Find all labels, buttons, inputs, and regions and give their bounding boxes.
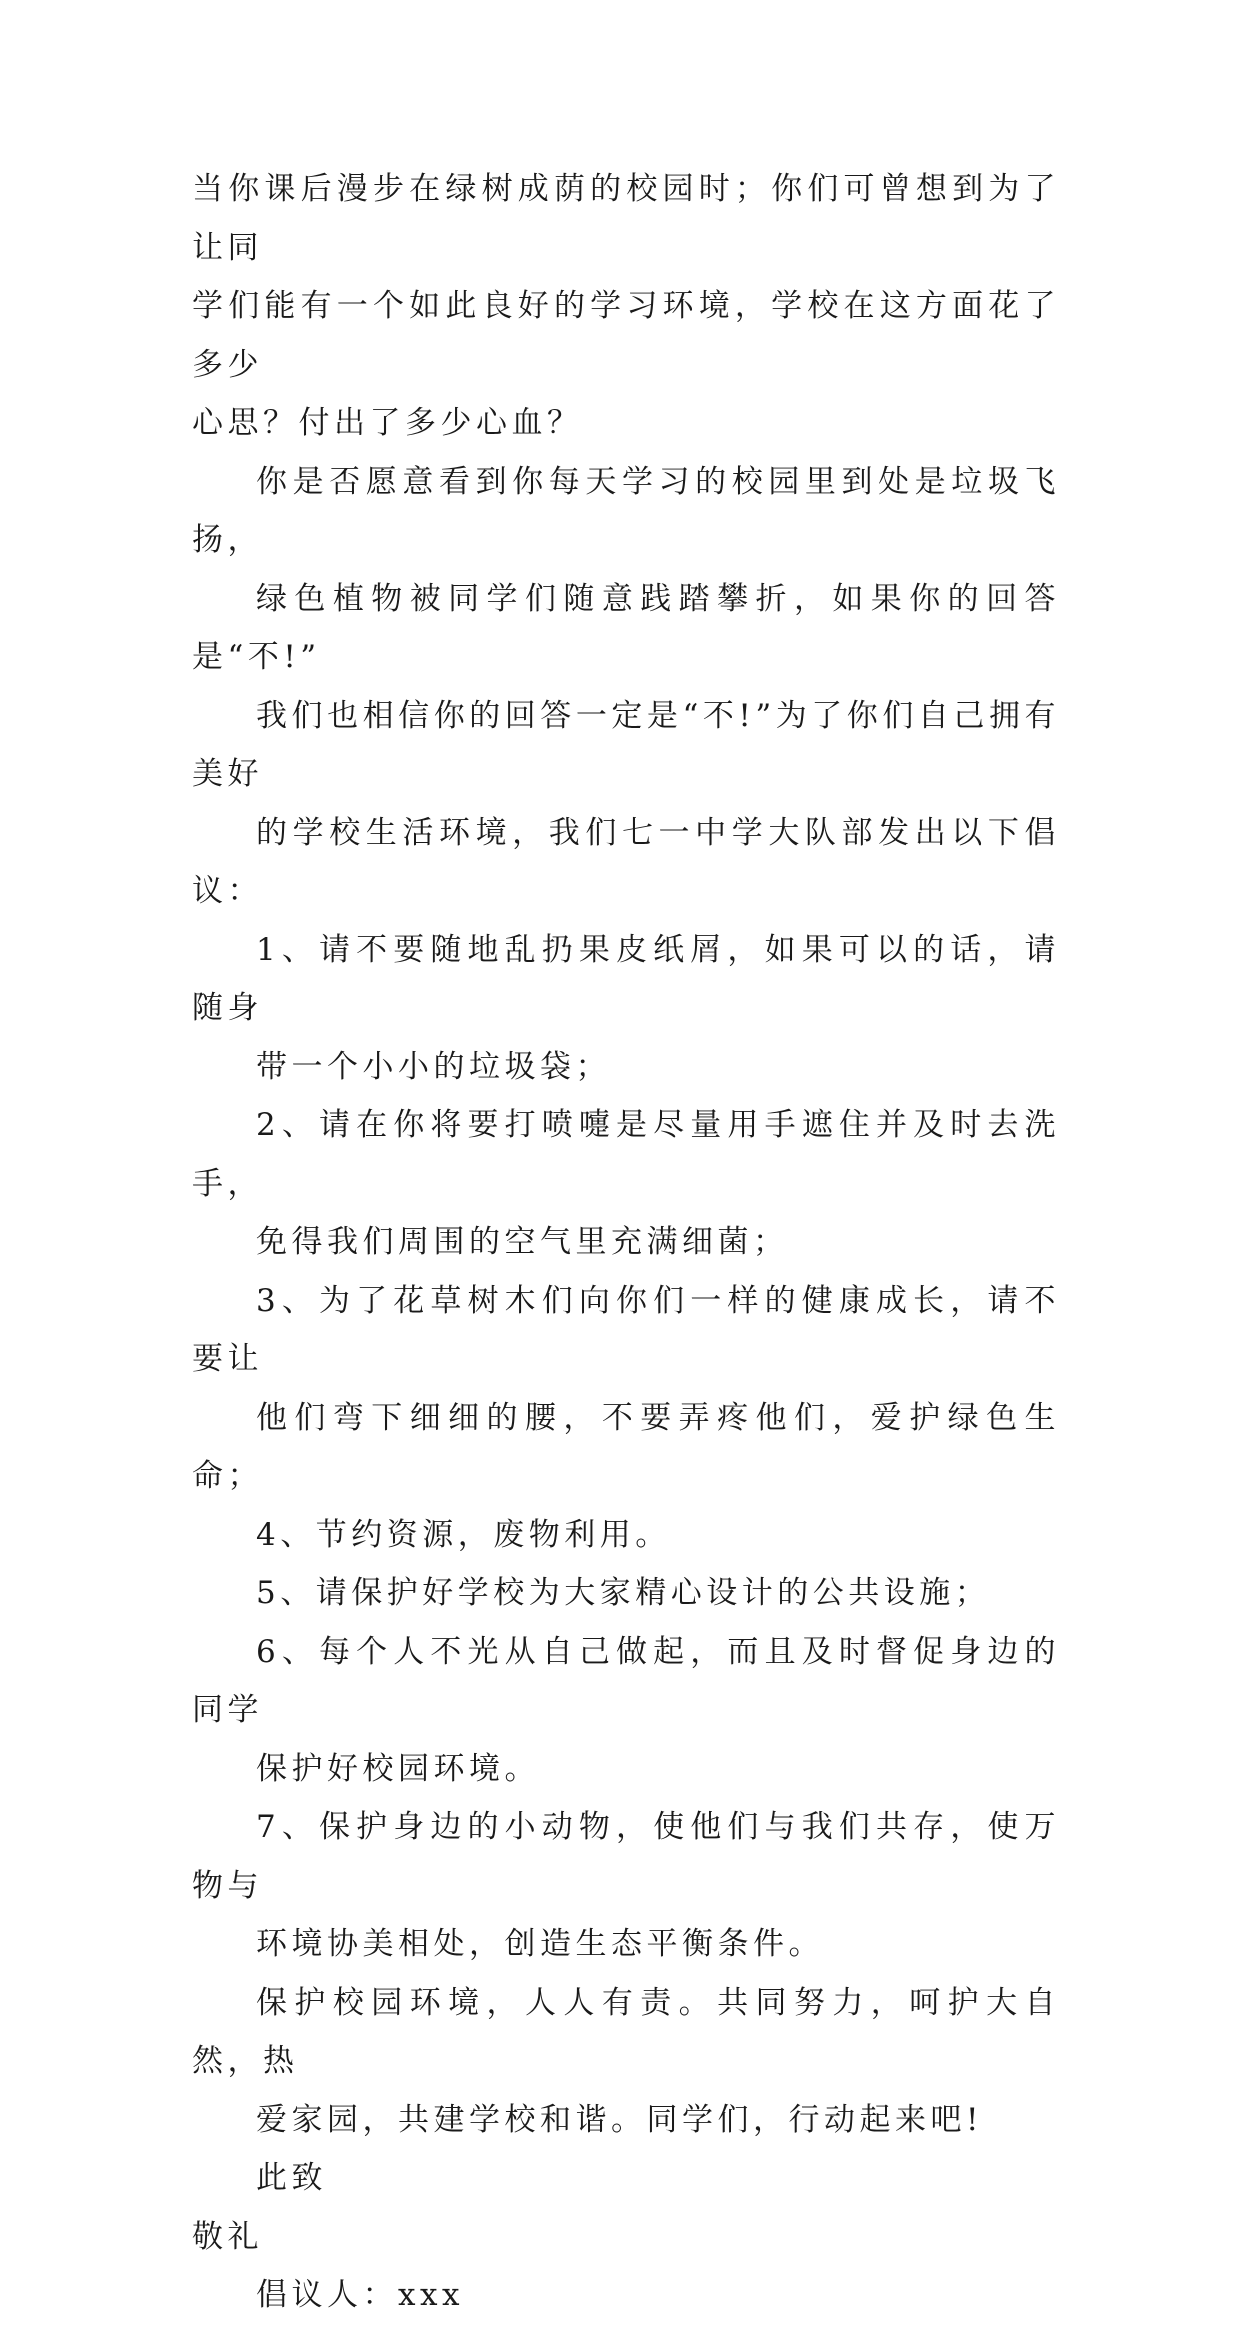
text-line: 7、保护身边的小动物，使他们与我们共存，使万物与 — [192, 1809, 1060, 1904]
text-line: 5、请保护好学校为大家精心设计的公共设施； — [256, 1575, 991, 1611]
text-line: 6、每个人不光从自己做起，而且及时督促身边的同学 — [192, 1633, 1060, 1728]
text-line: 倡议人：xxx — [256, 2277, 464, 2313]
proposal-item-1 — [192, 921, 1060, 1097]
text-line: 当你课后漫步在绿树成荫的校园时；你们可曾想到为了让同 — [192, 171, 1060, 266]
text-line: 3、为了花草树木们向你们一样的健康成长，请不要让 — [192, 1282, 1060, 1377]
proposal-item-3 — [192, 1272, 1060, 1506]
text-line: 免得我们周围的空气里充满细菌； — [256, 1224, 789, 1260]
proposal-item-2 — [192, 1096, 1060, 1272]
proposal-item-5 — [192, 1564, 1060, 1623]
proposal-item-6 — [192, 1623, 1060, 1799]
paragraph-question — [192, 453, 1060, 921]
signature — [192, 2266, 1060, 2325]
letter-body — [192, 160, 1060, 2325]
text-line: 环境协美相处，创造生态平衡条件。 — [256, 1926, 824, 1962]
text-line: 保护校园环境，人人有责。共同努力，呵护大自然，热 — [192, 1984, 1060, 2079]
text-line: 带一个小小的垃圾袋； — [256, 1048, 611, 1085]
text-line: 爱家园，共建学校和谐。同学们，行动起来吧! — [256, 2101, 983, 2138]
regards — [192, 2208, 1060, 2267]
text-line: 他们弯下细细的腰，不要弄疼他们，爱护绿色生命； — [192, 1399, 1060, 1494]
proposal-item-7 — [192, 1798, 1060, 1974]
text-line: 你是否愿意看到你每天学习的校园里到处是垃圾飞扬， — [192, 463, 1060, 558]
text-line: 2、请在你将要打喷嚏是尽量用手遮住并及时去洗手， — [192, 1107, 1060, 1202]
text-line: 心思？付出了多少心血？ — [192, 405, 583, 441]
text-line: 绿色植物被同学们随意践踏攀折，如果你的回答是“不!” — [192, 580, 1060, 675]
text-line: 此致 — [256, 2160, 327, 2196]
text-line: 学们能有一个如此良好的学习环境，学校在这方面花了多少 — [192, 288, 1060, 383]
text-line: 敬礼 — [192, 2218, 263, 2255]
text-line: 的学校生活环境，我们七一中学大队部发出以下倡议： — [192, 814, 1060, 909]
paragraph-closing — [192, 1974, 1060, 2150]
salutation — [192, 2149, 1060, 2208]
text-line: 4、节约资源，废物利用。 — [256, 1516, 671, 1553]
proposal-item-4 — [192, 1506, 1060, 1565]
paragraph-intro — [192, 160, 1060, 453]
text-line: 我们也相信你的回答一定是“不!”为了你们自己拥有美好 — [192, 697, 1060, 792]
text-line: 保护好校园环境。 — [256, 1750, 540, 1787]
text-line: 1、请不要随地乱扔果皮纸屑，如果可以的话，请随身 — [192, 931, 1060, 1026]
